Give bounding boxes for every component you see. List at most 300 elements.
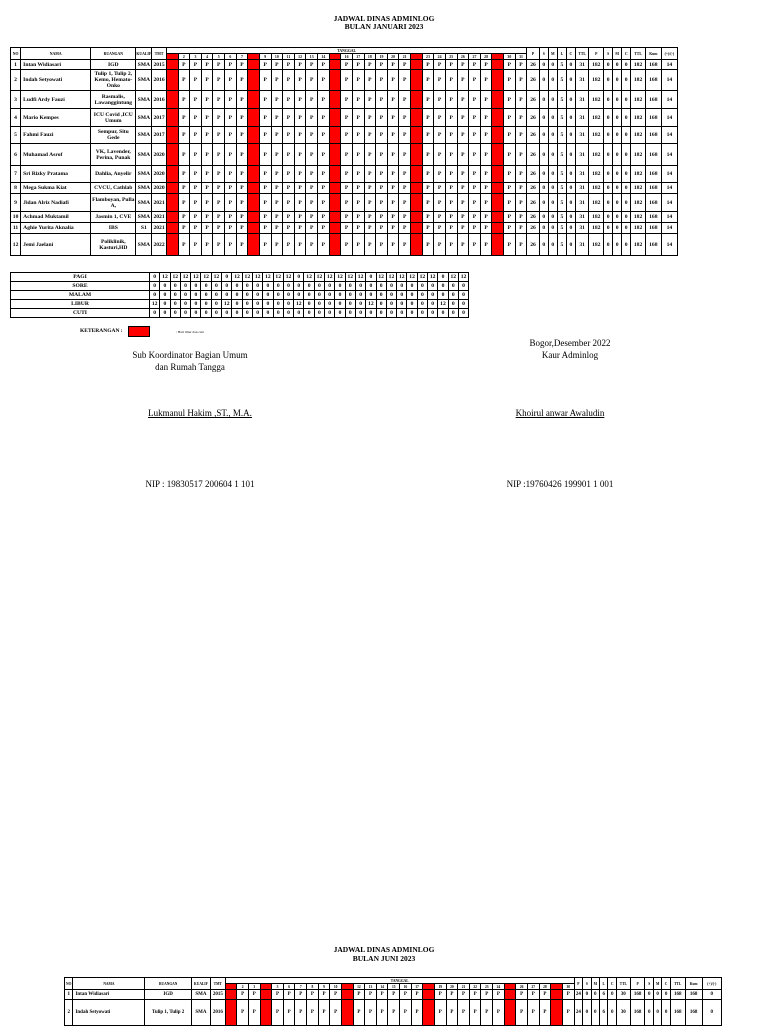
header-day: 13 bbox=[306, 54, 318, 60]
row-total: 0 bbox=[613, 109, 622, 127]
shift-cell: P bbox=[469, 109, 481, 127]
row-total: 0 bbox=[613, 91, 622, 109]
row-ruangan: IBS bbox=[91, 223, 136, 234]
shift-cell: P bbox=[225, 109, 237, 127]
header-nama: NAMA bbox=[21, 48, 91, 60]
summary-value: 0 bbox=[345, 291, 355, 300]
shift-cell: P bbox=[201, 70, 213, 91]
day-off-cell: L bbox=[166, 60, 178, 70]
shift-cell: P bbox=[480, 223, 492, 234]
shift-cell: P bbox=[469, 70, 481, 91]
row-total: 0 bbox=[622, 127, 631, 144]
header-nama: NAMA bbox=[73, 978, 145, 990]
shift-cell: P bbox=[399, 234, 411, 256]
header-day: 7 bbox=[236, 54, 248, 60]
summary-value: 0 bbox=[355, 309, 365, 318]
row-total: 26 bbox=[527, 183, 539, 194]
row-total: 14 bbox=[661, 194, 677, 212]
summary-row bbox=[11, 300, 469, 309]
row-no: 8 bbox=[11, 183, 21, 194]
row-total: 182 bbox=[631, 183, 646, 194]
header-day: 20 bbox=[446, 984, 458, 990]
summary-value: 0 bbox=[397, 309, 407, 318]
row-total: 14 bbox=[661, 166, 677, 183]
header-total: TTL bbox=[631, 48, 646, 60]
row-total: 31 bbox=[575, 166, 589, 183]
row-total: 0 bbox=[604, 183, 613, 194]
day-off-cell: L bbox=[411, 91, 423, 109]
row-total: 6 bbox=[600, 1000, 608, 1026]
summary-value: 0 bbox=[222, 282, 232, 291]
row-total: 0 bbox=[566, 127, 575, 144]
shift-cell: P bbox=[387, 183, 399, 194]
header-day: 22 bbox=[411, 54, 423, 60]
table-row bbox=[11, 109, 678, 127]
header-total: P bbox=[527, 48, 539, 60]
header-no: NO bbox=[65, 978, 73, 990]
summary-value: 0 bbox=[325, 291, 335, 300]
shift-cell: P bbox=[294, 70, 306, 91]
row-total: 0 bbox=[613, 223, 622, 234]
row-total: 31 bbox=[575, 60, 589, 70]
day-off-cell: L bbox=[551, 1000, 563, 1026]
shift-cell: P bbox=[434, 144, 446, 166]
summary-value: 0 bbox=[366, 309, 376, 318]
summary-value: 0 bbox=[355, 291, 365, 300]
row-total: 182 bbox=[589, 194, 604, 212]
summary-value: 0 bbox=[232, 309, 242, 318]
shift-cell: P bbox=[307, 1000, 319, 1026]
row-no: 10 bbox=[11, 212, 21, 223]
shift-cell: P bbox=[201, 223, 213, 234]
shift-cell: P bbox=[225, 91, 237, 109]
row-total: 14 bbox=[661, 183, 677, 194]
row-total: 168 bbox=[645, 166, 661, 183]
day-off-cell: L bbox=[551, 990, 563, 1000]
summary-value: 0 bbox=[222, 291, 232, 300]
shift-cell: P bbox=[236, 109, 248, 127]
day-off-cell: L bbox=[492, 109, 504, 127]
header-day: 8 bbox=[307, 984, 319, 990]
row-total: 0 bbox=[566, 144, 575, 166]
summary-value: 12 bbox=[283, 273, 293, 282]
summary-value: 0 bbox=[191, 309, 201, 318]
summary-value: 0 bbox=[263, 291, 273, 300]
summary-value: 12 bbox=[314, 273, 324, 282]
row-total: 5 bbox=[557, 109, 566, 127]
shift-cell: P bbox=[399, 183, 411, 194]
shift-cell: P bbox=[469, 60, 481, 70]
shift-cell: P bbox=[306, 60, 318, 70]
shift-cell: P bbox=[201, 194, 213, 212]
summary-value: 12 bbox=[222, 300, 232, 309]
shift-cell: P bbox=[259, 60, 271, 70]
summary-value: 0 bbox=[160, 300, 170, 309]
summary-value: 0 bbox=[458, 282, 468, 291]
row-total: 5 bbox=[557, 91, 566, 109]
shift-cell: P bbox=[480, 91, 492, 109]
shift-cell: P bbox=[201, 166, 213, 183]
summary-value: 12 bbox=[355, 273, 365, 282]
day-off-cell: L bbox=[492, 212, 504, 223]
row-total: 168 bbox=[645, 144, 661, 166]
header-day: 26 bbox=[457, 54, 469, 60]
row-total: 0 bbox=[622, 70, 631, 91]
shift-cell: P bbox=[515, 109, 527, 127]
row-total: 0 bbox=[613, 166, 622, 183]
summary-value: 0 bbox=[180, 282, 190, 291]
summary-value: 0 bbox=[448, 291, 458, 300]
row-total: 182 bbox=[589, 109, 604, 127]
shift-cell: P bbox=[376, 990, 388, 1000]
shift-cell: P bbox=[387, 166, 399, 183]
summary-value: 12 bbox=[345, 273, 355, 282]
shift-cell: P bbox=[178, 91, 190, 109]
summary-label: PAGI bbox=[11, 273, 150, 282]
row-total: 31 bbox=[575, 127, 589, 144]
row-total: 182 bbox=[589, 183, 604, 194]
shift-cell: P bbox=[178, 127, 190, 144]
shift-cell: P bbox=[306, 194, 318, 212]
shift-cell: P bbox=[480, 60, 492, 70]
shift-cell: P bbox=[399, 70, 411, 91]
shift-cell: P bbox=[271, 223, 283, 234]
header-day: 21 bbox=[399, 54, 411, 60]
row-total: 0 bbox=[539, 70, 548, 91]
header-day: 4 bbox=[201, 54, 213, 60]
day-off-cell: L bbox=[248, 212, 260, 223]
day-off-cell: L bbox=[492, 223, 504, 234]
shift-cell: P bbox=[387, 127, 399, 144]
summary-value: 0 bbox=[345, 282, 355, 291]
summary-value: 0 bbox=[448, 282, 458, 291]
header-total: S bbox=[645, 978, 653, 990]
day-off-cell: L bbox=[166, 212, 178, 223]
summary-value: 0 bbox=[160, 291, 170, 300]
shift-cell: P bbox=[457, 166, 469, 183]
table-row bbox=[11, 234, 678, 256]
row-nama: Sri Rizky Pratama bbox=[21, 166, 91, 183]
summary-value: 0 bbox=[428, 300, 438, 309]
shift-cell: P bbox=[434, 127, 446, 144]
summary-value: 0 bbox=[304, 300, 314, 309]
summary-value: 0 bbox=[397, 300, 407, 309]
row-total: 0 bbox=[566, 70, 575, 91]
row-nama: Jemi Jaelani bbox=[21, 234, 91, 256]
shift-cell: P bbox=[213, 194, 225, 212]
shift-cell: P bbox=[236, 166, 248, 183]
shift-cell: P bbox=[434, 990, 446, 1000]
shift-cell: P bbox=[399, 212, 411, 223]
table-row bbox=[11, 212, 678, 223]
summary-value: 12 bbox=[386, 273, 396, 282]
header-tanggal: TANGGAL bbox=[166, 48, 526, 54]
shift-cell: P bbox=[422, 144, 434, 166]
row-total: 168 bbox=[645, 234, 661, 256]
row-kualif: SMA bbox=[191, 1000, 210, 1026]
shift-cell: P bbox=[365, 990, 377, 1000]
shift-cell: P bbox=[515, 70, 527, 91]
row-kualif: SMA bbox=[136, 212, 152, 223]
shift-cell: P bbox=[178, 166, 190, 183]
header-day: 28 bbox=[539, 984, 551, 990]
table-row bbox=[11, 183, 678, 194]
summary-value: 0 bbox=[458, 291, 468, 300]
summary-value: 0 bbox=[428, 282, 438, 291]
shift-cell: P bbox=[376, 1000, 388, 1026]
shift-cell: P bbox=[469, 166, 481, 183]
shift-cell: P bbox=[387, 144, 399, 166]
row-total: 5 bbox=[557, 234, 566, 256]
summary-value: 12 bbox=[242, 273, 252, 282]
shift-cell: P bbox=[445, 183, 457, 194]
row-total: 168 bbox=[645, 91, 661, 109]
shift-cell: P bbox=[259, 127, 271, 144]
row-total: 0 bbox=[613, 70, 622, 91]
shift-cell: P bbox=[283, 60, 295, 70]
shift-cell: P bbox=[515, 91, 527, 109]
shift-cell: P bbox=[364, 91, 376, 109]
shift-cell: P bbox=[306, 70, 318, 91]
row-total: 0 bbox=[662, 1000, 670, 1026]
shift-cell: P bbox=[434, 70, 446, 91]
summary-value: 0 bbox=[160, 282, 170, 291]
shift-cell: P bbox=[341, 109, 353, 127]
row-nama: Muhamad Asrof bbox=[21, 144, 91, 166]
row-total: 24 bbox=[574, 1000, 582, 1026]
header-day: 4 bbox=[260, 984, 272, 990]
shift-cell: P bbox=[480, 127, 492, 144]
shift-cell: P bbox=[283, 194, 295, 212]
summary-value: 0 bbox=[366, 273, 376, 282]
summary-value: 0 bbox=[438, 273, 448, 282]
shift-cell: P bbox=[341, 127, 353, 144]
row-ruangan: IGD bbox=[91, 60, 136, 70]
row-total: 31 bbox=[575, 194, 589, 212]
shift-cell: P bbox=[213, 212, 225, 223]
shift-cell: P bbox=[318, 109, 330, 127]
header-day: 7 bbox=[295, 984, 307, 990]
shift-cell: P bbox=[376, 212, 388, 223]
summary-value: 12 bbox=[211, 273, 221, 282]
summary-value: 0 bbox=[252, 291, 262, 300]
shift-cell: P bbox=[539, 990, 551, 1000]
header-total: S bbox=[604, 48, 613, 60]
row-total: 0 bbox=[645, 1000, 653, 1026]
summary-value: 0 bbox=[314, 291, 324, 300]
shift-cell: P bbox=[178, 144, 190, 166]
summary-value: 12 bbox=[201, 273, 211, 282]
summary-value: 0 bbox=[191, 282, 201, 291]
row-nama: Ludfi Ardy Fauzi bbox=[21, 91, 91, 109]
day-off-cell: L bbox=[225, 1000, 237, 1026]
shift-cell: P bbox=[352, 109, 364, 127]
shift-cell: P bbox=[271, 70, 283, 91]
summary-value: 0 bbox=[191, 291, 201, 300]
shift-cell: P bbox=[400, 990, 412, 1000]
header-day: 30 bbox=[504, 54, 516, 60]
shift-cell: P bbox=[353, 990, 365, 1000]
shift-cell: P bbox=[493, 990, 505, 1000]
shift-cell: P bbox=[445, 127, 457, 144]
row-total: 168 bbox=[630, 1000, 645, 1026]
header-day: 24 bbox=[434, 54, 446, 60]
row-total: 0 bbox=[548, 166, 557, 183]
shift-cell: P bbox=[445, 194, 457, 212]
shift-cell: P bbox=[387, 234, 399, 256]
shift-cell: P bbox=[399, 223, 411, 234]
summary-value: 0 bbox=[242, 291, 252, 300]
day-off-cell: L bbox=[504, 1000, 516, 1026]
shift-cell: P bbox=[236, 234, 248, 256]
shift-cell: P bbox=[469, 212, 481, 223]
day-off-cell: L bbox=[248, 166, 260, 183]
shift-cell: P bbox=[364, 60, 376, 70]
summary-value: 0 bbox=[458, 300, 468, 309]
shift-cell: P bbox=[318, 91, 330, 109]
row-total: 26 bbox=[527, 223, 539, 234]
summary-value: 0 bbox=[232, 300, 242, 309]
table-row bbox=[11, 194, 678, 212]
day-off-cell: L bbox=[248, 234, 260, 256]
shift-cell: P bbox=[515, 127, 527, 144]
row-total: 0 bbox=[539, 166, 548, 183]
shift-cell: P bbox=[445, 91, 457, 109]
row-total: 26 bbox=[527, 194, 539, 212]
shift-cell: P bbox=[294, 127, 306, 144]
shift-cell: P bbox=[294, 212, 306, 223]
row-tmt: 2021 bbox=[152, 194, 167, 212]
shift-cell: P bbox=[236, 91, 248, 109]
shift-cell: P bbox=[504, 91, 516, 109]
day-off-cell: L bbox=[248, 194, 260, 212]
row-total: 24 bbox=[574, 990, 582, 1000]
day-off-cell: L bbox=[341, 1000, 353, 1026]
shift-cell: P bbox=[504, 223, 516, 234]
shift-cell: P bbox=[271, 183, 283, 194]
row-tmt: 2016 bbox=[152, 91, 167, 109]
header-day: 2 bbox=[178, 54, 190, 60]
row-no: 12 bbox=[11, 234, 21, 256]
row-total: 0 bbox=[622, 212, 631, 223]
summary-value: 0 bbox=[242, 309, 252, 318]
shift-cell: P bbox=[364, 212, 376, 223]
row-no: 2 bbox=[11, 70, 21, 91]
shift-cell: P bbox=[237, 990, 249, 1000]
shift-cell: P bbox=[387, 223, 399, 234]
header-total: Kum bbox=[645, 48, 661, 60]
day-off-cell: L bbox=[492, 183, 504, 194]
header-total: Kum bbox=[685, 978, 702, 990]
shift-cell: P bbox=[259, 194, 271, 212]
shift-cell: P bbox=[201, 212, 213, 223]
header-tanggal: TANGGAL bbox=[225, 978, 574, 984]
shift-cell: P bbox=[259, 234, 271, 256]
header-total: M bbox=[613, 48, 622, 60]
row-total: 0 bbox=[539, 60, 548, 70]
row-total: 0 bbox=[548, 234, 557, 256]
day-off-cell: L bbox=[341, 990, 353, 1000]
shift-cell: P bbox=[376, 91, 388, 109]
shift-cell: P bbox=[457, 212, 469, 223]
summary-value: 0 bbox=[180, 300, 190, 309]
row-total: 0 bbox=[653, 1000, 661, 1026]
header-total: C bbox=[566, 48, 575, 60]
header-day: 6 bbox=[225, 54, 237, 60]
row-total: 26 bbox=[527, 212, 539, 223]
summary-row bbox=[11, 309, 469, 318]
shift-cell: P bbox=[318, 166, 330, 183]
shift-cell: P bbox=[341, 212, 353, 223]
shift-cell: P bbox=[434, 212, 446, 223]
shift-cell: P bbox=[225, 144, 237, 166]
row-total: 5 bbox=[557, 212, 566, 223]
shift-cell: P bbox=[213, 144, 225, 166]
header-day: 16 bbox=[341, 54, 353, 60]
shift-cell: P bbox=[399, 60, 411, 70]
header-total: (+)/(-) bbox=[702, 978, 721, 990]
header-total: M bbox=[653, 978, 661, 990]
row-ruangan: VK, Lavender, Perina, Punak bbox=[91, 144, 136, 166]
shift-cell: P bbox=[318, 212, 330, 223]
summary-value: 0 bbox=[211, 309, 221, 318]
day-off-cell: L bbox=[166, 234, 178, 256]
row-kualif: S1 bbox=[136, 223, 152, 234]
shift-cell: P bbox=[480, 183, 492, 194]
shift-cell: P bbox=[365, 1000, 377, 1026]
shift-cell: P bbox=[352, 234, 364, 256]
header-day: 15 bbox=[329, 54, 341, 60]
summary-value: 0 bbox=[294, 309, 304, 318]
shift-cell: P bbox=[399, 127, 411, 144]
row-nama: Mario Kempes bbox=[21, 109, 91, 127]
row-total: 0 bbox=[539, 109, 548, 127]
shift-cell: P bbox=[387, 109, 399, 127]
shift-cell: P bbox=[515, 223, 527, 234]
summary-value: 12 bbox=[273, 273, 283, 282]
header-total: TTL bbox=[616, 978, 630, 990]
row-total: 26 bbox=[527, 166, 539, 183]
shift-cell: P bbox=[201, 109, 213, 127]
header-total: P bbox=[630, 978, 645, 990]
row-total: 26 bbox=[527, 127, 539, 144]
shift-cell: P bbox=[236, 194, 248, 212]
shift-cell: P bbox=[457, 70, 469, 91]
summary-value: 0 bbox=[325, 300, 335, 309]
day-off-cell: L bbox=[166, 91, 178, 109]
summary-value: 0 bbox=[211, 300, 221, 309]
row-total: 14 bbox=[661, 91, 677, 109]
left-signer-title: Sub Koordinator Bagian Umum bbox=[132, 350, 248, 360]
shift-cell: P bbox=[341, 144, 353, 166]
shift-cell: P bbox=[225, 70, 237, 91]
summary-value: 0 bbox=[263, 309, 273, 318]
summary-value: 0 bbox=[376, 300, 386, 309]
day-off-cell: L bbox=[329, 127, 341, 144]
day-off-cell: L bbox=[166, 223, 178, 234]
row-no: 9 bbox=[11, 194, 21, 212]
shift-cell: P bbox=[504, 234, 516, 256]
shift-cell: P bbox=[434, 194, 446, 212]
row-total: 182 bbox=[631, 60, 646, 70]
summary-value: 0 bbox=[417, 282, 427, 291]
row-total: 0 bbox=[539, 194, 548, 212]
shift-cell: P bbox=[457, 223, 469, 234]
row-nama: Mega Sukma Kiat bbox=[21, 183, 91, 194]
row-no: 1 bbox=[65, 990, 73, 1000]
day-off-cell: L bbox=[166, 127, 178, 144]
row-total: 0 bbox=[548, 70, 557, 91]
